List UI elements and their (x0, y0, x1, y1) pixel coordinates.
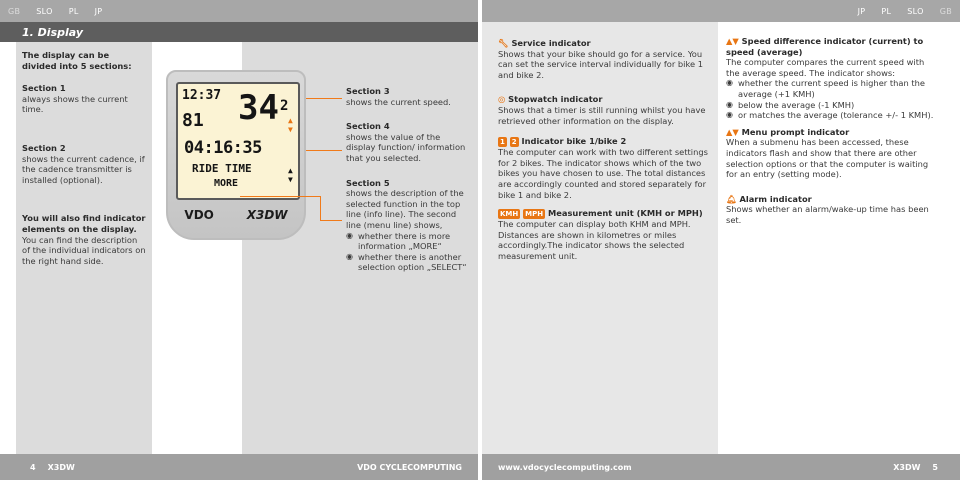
section5-bullet: ◉ whether there is another selection option „SELECT“ (346, 252, 472, 273)
section5-bullet: ◉ whether there is more information „MORE“ (346, 231, 472, 252)
section3-title: Section 3 (346, 86, 390, 96)
menu-prompt-arrows-icon: ▲▼ (726, 126, 739, 137)
speed-diff-bullet: ◉ or matches the average (tolerance +/- 1 KMH). (726, 110, 936, 121)
callout-line-3 (306, 98, 342, 99)
lang-jp[interactable]: JP (94, 6, 103, 16)
bike-1-icon: 1 (500, 138, 505, 147)
lang-slo[interactable]: SLO (907, 6, 924, 16)
section5-bullets (346, 231, 472, 273)
footer-model-left: X3DW (47, 462, 75, 472)
section3-text: shows the current speed. (346, 96, 451, 107)
menu-prompt-arrows-icon: ▲ ▼ (288, 166, 293, 184)
lang-pl[interactable]: PL (881, 6, 892, 16)
stopwatch-indicator-text: Shows that a timer is still running whilst you have retrieved other information on the display. (498, 104, 706, 126)
section5-text: shows the description of the selected function in the top line (info line). The second line (menu line) shows, (346, 188, 464, 230)
language-bar-left (0, 0, 478, 22)
page-number-right: 5 (932, 462, 938, 472)
section4-title: Section 4 (346, 121, 390, 132)
device-model: X3DW (246, 208, 288, 222)
footer-right (482, 454, 960, 480)
intro-text: The display can be divided into 5 sections: (22, 50, 132, 71)
speed-diff-title: ▲▼ Speed difference indicator (current) to speed (average) (726, 36, 924, 57)
screen-speed-decimal: 2 (280, 98, 289, 114)
language-bar-right (482, 0, 960, 22)
footer-model-right: X3DW (893, 462, 921, 472)
lang-gb[interactable]: GB (939, 6, 952, 16)
speed-diff-bullets (726, 78, 936, 120)
screen-cadence: 81 (182, 110, 204, 131)
screen-time: 12:37 (182, 88, 222, 103)
wrench-icon: 🔧︎ (498, 38, 509, 48)
mph-badge: MPH (525, 210, 544, 219)
speed-diff-text: The computer compares the current speed with the average speed. The indicator shows: (726, 57, 925, 78)
bike-2-icon: 2 (511, 138, 517, 147)
section-header (0, 22, 478, 42)
screen-ride-time: 04:16:35 (184, 138, 262, 158)
speed-diff-arrows-icon: ▲▼ (726, 36, 739, 46)
lang-slo[interactable]: SLO (36, 6, 53, 16)
page-number-left: 4 (30, 462, 36, 472)
menu-prompt-title: ▲▼ Menu prompt indicator (726, 126, 850, 137)
stopwatch-indicator-title: ◎ Stopwatch indicator (498, 94, 603, 105)
section4-text: shows the value of the display function/ information that you selected. (346, 131, 466, 163)
device-logo (168, 208, 304, 222)
section2-text: shows the current cadence, if the cadence transmitter is installed (optional). (22, 153, 145, 185)
stopwatch-icon: ◎ (498, 94, 506, 105)
callout-line-5-end (320, 220, 342, 221)
footer-left (0, 454, 478, 480)
screen-function-label: RIDE TIME (192, 162, 252, 175)
device-brand: VDO (184, 208, 214, 222)
service-indicator-title: 🔧︎ Service indicator (498, 38, 591, 48)
lang-gb[interactable]: GB (8, 6, 21, 16)
speed-diff-bullet: ◉ whether the current speed is higher than the average (+1 KMH) (726, 78, 936, 99)
service-indicator-text: Shows that your bike should go for a service. You can set the service interval individually for bike 1 and bike 2. (498, 48, 704, 80)
callout-line-5 (240, 196, 320, 197)
lang-pl[interactable]: PL (68, 6, 79, 16)
kmh-badge: KMH (500, 210, 519, 219)
speed-diff-bullet: ◉ below the average (-1 KMH) (726, 100, 936, 111)
alarm-indicator-title: 🔔︎ Alarm indicator (726, 193, 812, 204)
bike-indicator-title: 1 2 Indicator bike 1/bike 2 (500, 136, 627, 147)
section1-title: Section 1 (22, 83, 66, 94)
bike-indicator-text: The computer can work with two different settings for 2 bikes. The indicator shows which of the two bikes you have chosen to use. The total distances are accordingly counted and stored separately for bike 1 and bike 2. (498, 147, 708, 200)
section5-title: Section 5 (346, 177, 390, 188)
bike-computer-illustration (166, 70, 306, 240)
footer-brand: VDO CYCLECOMPUTING (357, 462, 462, 472)
callout-line-5-vertical (320, 196, 321, 220)
section1-text: always shows the current time. (22, 93, 128, 115)
speed-diff-arrows-icon: ▲ ▼ (288, 116, 293, 134)
menu-prompt-text: When a submenu has been accessed, these indicators flash and show that there are other selection options or that the computer is waiting for an entry (setting mode). (726, 137, 929, 180)
unit-indicator-title: KMH MPH Measurement unit (KMH or MPH) (500, 208, 703, 219)
footer-url[interactable]: www.vdocyclecomputing.com (498, 462, 632, 472)
device-screen (176, 82, 300, 200)
lang-jp[interactable]: JP (857, 6, 866, 16)
indicators-title: You will also find indicator elements on the display. (22, 213, 146, 234)
screen-more-label: MORE (214, 178, 239, 189)
section2-title: Section 2 (22, 142, 66, 153)
unit-indicator-text: The computer can display both KHM and MPH. Distances are shown in kilometres or miles accordingly.The indicator shows the selected measurement unit. (498, 219, 691, 261)
alarm-indicator-text: Shows whether an alarm/wake-up time has been set. (726, 204, 929, 225)
indicators-text: You can find the description of the individual indicators on the right hand side. (22, 234, 146, 266)
page-title: 1. Display (22, 25, 84, 39)
screen-speed: 34 (238, 88, 279, 128)
right-page (480, 0, 960, 480)
callout-line-4 (306, 150, 342, 151)
alarm-bell-icon: 🔔︎ (726, 193, 737, 204)
